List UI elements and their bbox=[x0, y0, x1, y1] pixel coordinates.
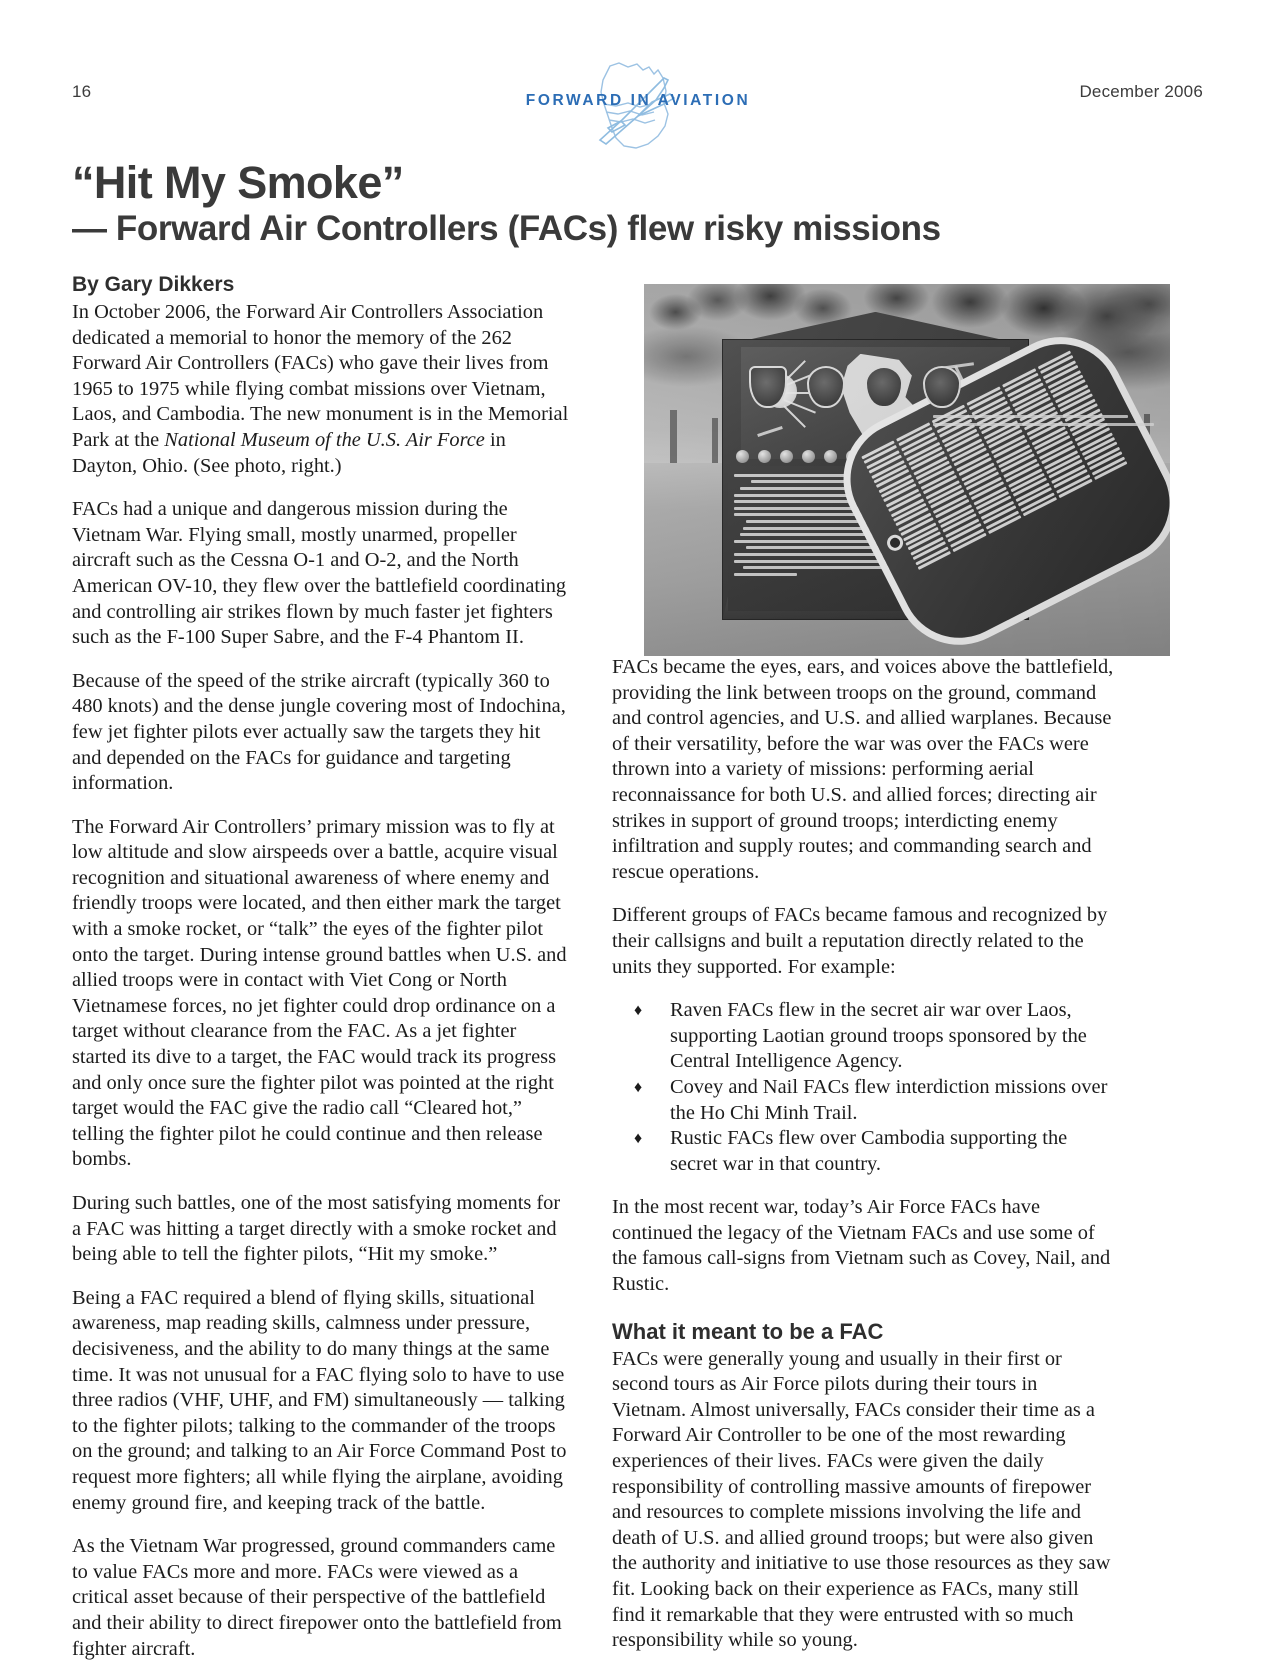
paragraph-ground-commanders: As the Vietnam War progressed, ground commanders came to value FACs more and more. FACs were viewed as a critical asset because of their perspective of the battlefield and their ability to direct firepower onto the battlefield from fighter aircraft. bbox=[72, 1535, 562, 1660]
paragraph-mission-overview: FACs had a unique and dangerous mission during the Vietnam War. Flying small, mostly unarmed, propeller aircraft such as the Cessna O-1 and O-2, and the North American OV-10, they flew over the battlefield coordinating and controlling air strikes flown by much faster jet fighters such as the F-100 Super Sabre, and the F-4 Phantom II. bbox=[72, 498, 567, 649]
monument-title-text bbox=[734, 579, 735, 580]
paragraph-eyes-ears-voices: FACs became the eyes, ears, and voices above the battlefield, providing the link between troops on the ground, command and control agencies, and U.S. and allied warplanes. Because of their versatility, before the war was over the FACs were thrown into a variety of missions: performing aerial reconnaissance for both U.S. and allied forces; directing air strikes in support of ground troops; interdicting enemy infiltration and supply routes; and commanding search and rescue operations. bbox=[612, 656, 1114, 883]
paragraph-required-skills: Being a FAC required a blend of flying skills, situational awareness, map reading skills, calmness under pressure, decisiveness, and the ability to do many things at the same time. It was not unusual for a FAC flying solo to have to use three radios (VHF, UHF, and FM) simultaneously — talking to the fighter pilots; talking to the commander of the troops on the ground; and talking to an Air Force Command Post to request more fighters; all while flying the airplane, avoiding enemy ground fire, and keeping track of the battle. bbox=[72, 1286, 567, 1514]
list-item-label: Raven FACs flew in the secret air war over Laos, supporting Laotian ground troops sponsored by the Central Intelligence Agency. bbox=[670, 999, 1087, 1073]
list-item bbox=[612, 1126, 1115, 1177]
article-headline: “Hit My Smoke” bbox=[72, 157, 404, 208]
list-item-label: Rustic FACs flew over Cambodia supporting the secret war in that country. bbox=[670, 1127, 1068, 1175]
left-text-column bbox=[72, 272, 572, 1662]
squadron-emblem-icon bbox=[865, 366, 903, 408]
paragraph-primary-mission: The Forward Air Controllers’ primary mission was to fly at low altitude and slow airspeeds over a battle, acquire visual recognition and situational awareness of where enemy and friendly troops were located, and then either mark the target with a smoke rocket, or “talk” the eyes of the fighter pilot onto the target. During intense ground battles when U.S. and allied troops were in contact with Viet Cong or North Vietnamese forces, no jet fighter could drop ordinance on a target without clearance from the FAC. As a jet fighter started its dive to a target, the FAC would track its progress and only once sure the fighter pilot was pointed at the right target would the FAC give the radio call “Cleared hot,” telling the fighter pilot he could continue and then release bombs. bbox=[72, 815, 567, 1171]
photo-content bbox=[644, 284, 1170, 656]
svg-text:FORWARD IN AVIATION: FORWARD IN AVIATION bbox=[525, 92, 750, 109]
chain-bead bbox=[758, 450, 771, 463]
article-subheadline: — Forward Air Controllers (FACs) flew risky missions bbox=[72, 209, 941, 248]
paragraph-young-pilots: FACs were generally young and usually in their first or second tours as Air Force pilots during their tours in Vietnam. Almost universally, FACs consider their time as a Forward Air Controller to be one of the most rewarding experiences of their lives. FACs were given the daily responsibility of controlling massive amounts of firepower and resources to complete missions involving the life and death of U.S. and allied ground troops; but were also given the authority and initiative to use those resources as they saw fit. Looking back on their experience as FACs, many still find it remarkable that they were entrusted with so much responsibility while so young. bbox=[612, 1347, 1111, 1652]
right-text-column bbox=[612, 655, 1115, 1654]
aircraft-silhouette-icon bbox=[758, 426, 784, 437]
museum-name-italic: National Museum of the U.S. Air Force bbox=[164, 428, 485, 451]
diamond-bullet-icon: ♦ bbox=[634, 1078, 643, 1096]
monument-scripture-inscription bbox=[933, 410, 1154, 431]
paragraph-modern-legacy: In the most recent war, today’s Air Force FACs have continued the legacy of the Vietnam FACs and use some of the famous call-signs from Vietnam such as Covey, Nail, and Rustic. bbox=[612, 1196, 1111, 1296]
paragraph-intro-part2: in Dayton, Ohio. (See photo, right.) bbox=[72, 428, 506, 477]
section-heading-what-it-meant: What it meant to be a FAC bbox=[612, 1318, 884, 1344]
list-item bbox=[612, 1075, 1115, 1126]
paragraph-intro bbox=[72, 300, 572, 479]
logo-text bbox=[488, 154, 489, 155]
forward-in-aviation-logo bbox=[488, 58, 788, 154]
fac-callsign-list bbox=[612, 998, 1115, 1177]
paragraph-strike-speed: Because of the speed of the strike aircraft (typically 360 to 480 knots) and the dense jungle covering most of Indochina, few jet fighter pilots ever actually saw the targets they hit and depended on the FACs for guidance and targeting information. bbox=[72, 669, 566, 795]
diamond-bullet-icon: ♦ bbox=[634, 1130, 643, 1148]
issue-date: December 2006 bbox=[1079, 82, 1203, 101]
paragraph-hit-my-smoke: During such battles, one of the most satisfying moments for a FAC was hitting a target directly with a smoke rocket and being able to tell the fighter pilots, “Hit my smoke.” bbox=[72, 1192, 561, 1266]
paragraph-callsign-groups: Different groups of FACs became famous and recognized by their callsigns and built a reputation directly related to the units they supported. For example: bbox=[612, 904, 1108, 978]
squadron-emblem-icon bbox=[807, 366, 845, 408]
monument-dedication-text bbox=[734, 579, 735, 580]
chain-bead bbox=[780, 450, 793, 463]
chain-bead bbox=[736, 450, 749, 463]
airplane-icon bbox=[600, 78, 674, 144]
article-byline: By Gary Dikkers bbox=[72, 273, 235, 296]
list-item bbox=[612, 998, 1115, 1075]
chain-bead bbox=[824, 450, 837, 463]
page-number: 16 bbox=[72, 82, 92, 101]
squadron-emblem-icon bbox=[923, 366, 961, 408]
page-masthead bbox=[0, 62, 1275, 142]
memorial-monument-photo bbox=[644, 284, 1170, 656]
chain-bead bbox=[802, 450, 815, 463]
list-item-label: Covey and Nail FACs flew interdiction missions over the Ho Chi Minh Trail. bbox=[670, 1075, 1108, 1124]
paragraph-intro-part1: In October 2006, the Forward Air Controllers Association dedicated a memorial to honor the memory of the 262 Forward Air Controllers (FACs) who gave their lives from 1965 to 1975 while flying combat missions over Vietnam, Laos, and Cambodia. The new monument is in the Memorial Park at the bbox=[72, 301, 569, 451]
diamond-bullet-icon: ♦ bbox=[634, 1002, 643, 1020]
